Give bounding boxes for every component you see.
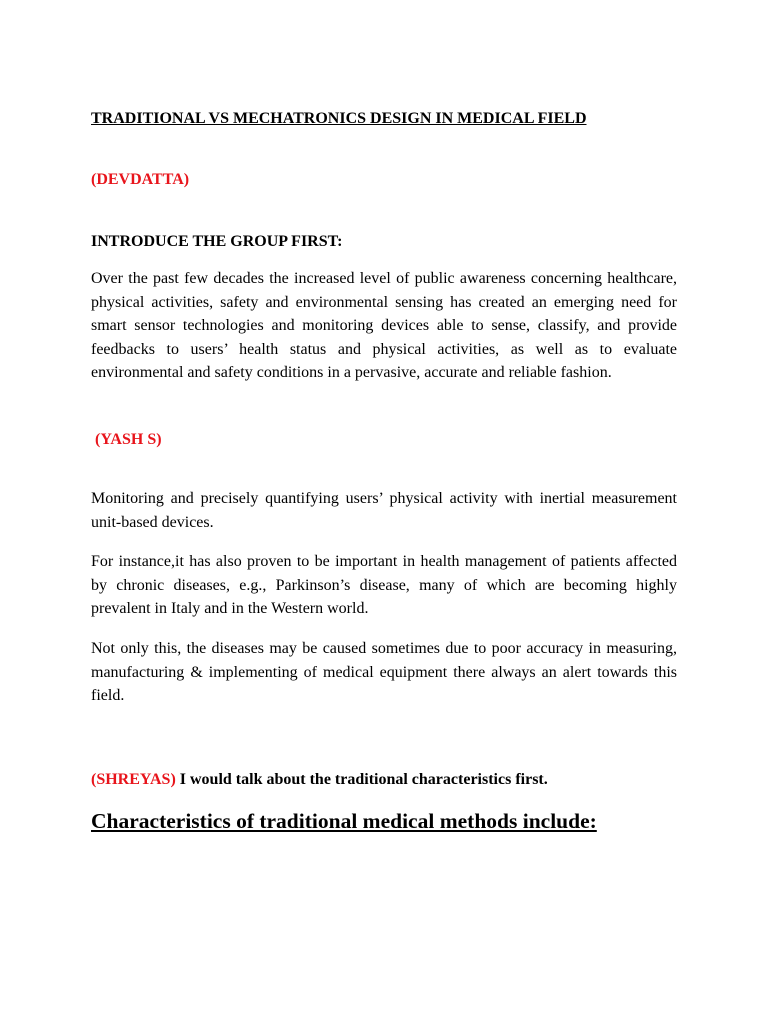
paragraph-monitoring: Monitoring and precisely quantifying users’ physical activity with inertial measurement unit-based devices. xyxy=(91,490,677,531)
paragraph-public-awareness: Over the past few decades the increased level of public awareness concerning healthcare, physical activities, safety and environmental sensing has created an emerging need for smart sensor technologies and monitoring devices able to sense, classify, and provide feedbacks to users’ health status and physical activities, as well as to evaluate environmental and safety conditions in a pervasive, accurate and reliable fashion. xyxy=(91,270,677,381)
speaker-label-shreyas: (SHREYAS) xyxy=(91,771,176,788)
shreyas-statement-text: I would talk about the traditional characteristics first. xyxy=(175,771,548,788)
document-title: TRADITIONAL VS MECHATRONICS DESIGN IN MEDICAL FIELD xyxy=(91,110,587,127)
shreyas-statement xyxy=(91,771,711,789)
intro-heading: INTRODUCE THE GROUP FIRST: xyxy=(91,233,343,250)
section-heading-characteristics: Characteristics of traditional medical methods include: xyxy=(91,809,597,833)
speaker-label-yash: (YASH S) xyxy=(95,431,162,448)
speaker-label-devdatta: (DEVDATTA) xyxy=(91,171,190,188)
paragraph-health-management: For instance,it has also proven to be important in health management of patients affected by chronic diseases, e.g., Parkinson’s disease, many of which are becoming highly prevalent in Italy and in the Western world. xyxy=(91,553,677,617)
paragraph-accuracy: Not only this, the diseases may be caused sometimes due to poor accuracy in measuring, manufacturing & implementing of medical equipment there always an alert towards this field. xyxy=(91,640,677,704)
